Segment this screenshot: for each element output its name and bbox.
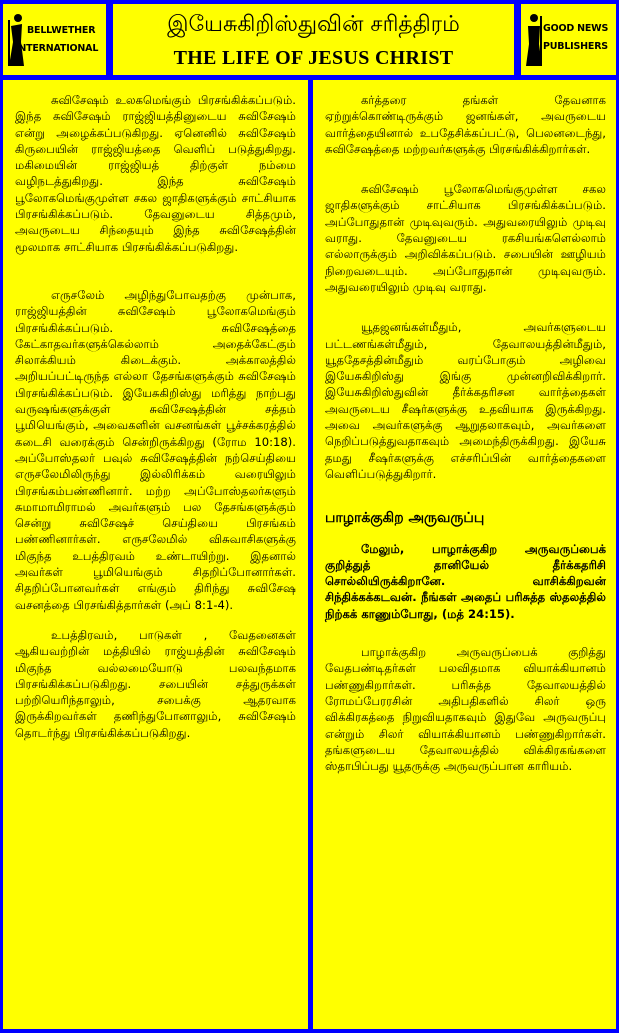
logo-left-line1: BELLWETHER bbox=[27, 25, 96, 36]
left-paragraph-3: உபத்திரவம், பாடுகள் , வேதனைகள் ஆகியவற்றின் மத்தியில் ராஜ்யத்தின் சுவிசேஷம் மிகுந்த வல்லமையோடு பலவந்தமாக பிரசங்கிக்கப்படுகிறது. சபையின் சத்துருக்கள் பற்றியெரிந்தாலும், சபைக்கு ஆதரவாக இருக்கிறவர்கள் தணிந்துபோனாலும், சுவிசேஷம் தொடர்ந்து பிரசங்கிக்கப்படுகிறது. bbox=[15, 627, 296, 740]
left-paragraph-1: சுவிசேஷம் உலகமெங்கும் பிரசங்கிக்கப்படும். இந்த சுவிசேஷம் ராஜ்ஜியத்தினுடைய சுவிசேஷம் என்று அழைக்கப்படுகிறது. ஏனெனில் சுவிசேஷம் கிருபையின் ராஜ்ஜியத்தை வெளிப் படுத்துகிறது. மகிமையின் ராஜ்ஜியத் திற்குள் நம்மை வழிநடத்துகிறது. இந்த சுவிசேஷம் பூலோகமெங்குமுள்ள சகல ஜாதிகளுக்கும் சாட்சியாக பிரசங்கிக்கப்படும். தேவனுடைய சித்தமும், அவருடைய சிந்தையும் இந்த சுவிசேஷத்தின் மூலமாக சாட்சியாக பிரசங்கிக்கப்படுகிறது. bbox=[15, 93, 296, 254]
left-paragraph-2: எருசலேம் அழிந்துபோவதற்கு முன்பாக, ராஜ்ஜியத்தின் சுவிசேஷம் பூலோகமெங்கும் பிரசங்கிக்கப்படும். சுவிசேஷத்தை கேட்காதவர்களுக்கெல்லாம் அதைக்கேட்கும் சிலாக்கியம் கிடைக்கும். அக்காலத்தில் அறியப்பட்டிருந்த எல்லா தேசங்களுக்கும் சுவிசேஷம் பிரசங்கிக்கப்படும். இயேசுகிறிஸ்து மரித்து நாற்பது வருஷங்களுக்குள் சுவிசேஷத்தின் சத்தம் பூமியெங்கும், அவைகளின் வசனங்கள் பூச்சக்கரத்தில் கடைசி வரைக்கும் சென்றிருக்கிறது (ரோம 10:18). அப்போஸ்தலர் பவுல் சுவிசேஷத்தின் நற்செய்தியை எருசலேமிலிருந்து இல்லிரிக்கம் வரையிலும் பிரசங்கம்பண்ணினார். மற்ற அப்போஸ்தலர்களும் சுமாமாமிராமல் அவர்களும் பல தேசங்களுக்கும் சென்று சுவிசேஷச் செய்தியை பிரசங்கம் பண்ணினார்கள். எருசலேமில் விசுவாசிகளுக்கு மிகுந்த உபத்திரவம் உண்டாயிற்று. இதனால் அவர்கள் பூமியெங்கும் சிதறிப்போனார்கள். சிதறிப்போனவர்கள் எங்கும் திரிந்து சுவிசேஷ வசனத்தை பிரசங்கித்தார்கள் (அப் 8:1-4). bbox=[15, 287, 296, 612]
section-heading: பாழாக்குகிற அருவருப்பு bbox=[325, 510, 485, 527]
scripture-quote: மேலும், பாழாக்குகிற அருவருப்பைக் குறித்துத் தானியேல் தீர்க்கதரிசி சொல்லியிருக்கிறானே. வாசிக்கிறவன் சிந்திக்கக்கடவன். நீங்கள் அதைப் பரிசுத்த ஸ்தலத்தில் நிற்கக் காணும்போது, (மத் 24:15). bbox=[325, 541, 606, 621]
publisher-logo-right bbox=[521, 4, 616, 75]
right-paragraph-1: கர்த்தரை தங்கள் தேவனாக ஏற்றுக்கொண்டிருக்கும் ஜனங்கள், அவருடைய வார்த்தையினால் உபதேசிக்கப்பட்டு, பெலனடைந்து, சுவிசேஷத்தை மற்றவர்களுக்கு பிரசங்கிக்கிறார்கள். bbox=[325, 93, 606, 156]
left-column bbox=[3, 80, 308, 1029]
right-paragraph-2: சுவிசேஷம் பூலோகமெங்குமுள்ள சகல ஜாதிகளுக்கும் சாட்சியாக பிரசங்கிக்கப்படும். அப்போதுதான் முடிவுவரும். அதுவரையிலும் முடிவு வராது. தேவனுடைய ரகசியங்களெல்லாம் எல்லாருக்கும் அறிவிக்கப்படும். சபையின் ஊழியம் நிறைவடையும். அப்போதுதான் முடிவுவரும். அதுவரையிலும் முடிவு வராது. bbox=[325, 182, 606, 294]
logo-right-line1: GOOD NEWS bbox=[543, 23, 609, 34]
shepherd-icon bbox=[7, 12, 25, 68]
page-title-english: THE LIFE OF JESUS CHRIST bbox=[173, 47, 454, 69]
publisher-logo-left bbox=[3, 4, 106, 75]
logo-left-line2: INTERNATIONAL bbox=[15, 43, 99, 54]
right-paragraph-4: பாழாக்குகிற அருவருப்பைக் குறித்து வேதபண்டிதர்கள் பலவிதமாக வியாக்கியானம் பண்ணுகிறார்கள். பரிசுத்த தேவாலயத்தில் ரோமப்பேரரசின் அதிபதிகளில் சிலர் ஒரு விக்கிரகத்தை நிறுவியதாகவும் இதுவே அருவருப்பு என்றும் சிலர் வியாக்கியானம் பண்ணுகிறார்கள். தங்களுடைய தேவாலயத்தில் விக்கிரகங்களை ஸ்தாபிப்பது யூதருக்கு அருவருப்பான காரியம். bbox=[325, 645, 606, 774]
right-column bbox=[313, 80, 616, 1029]
logo-right-line2: PUBLISHERS bbox=[543, 41, 608, 52]
right-paragraph-3: யூதஜனங்கள்மீதும், அவர்களுடைய பட்டணங்கள்மீதும், தேவாலயத்தின்மீதும், யூததேசத்தின்மீதும் வரப்போகும் அழிவை இயேசுகிறிஸ்து இங்கு முன்னறிவிக்கிறார். இயேசுகிறிஸ்துவின் தீர்க்கதரிசன வார்த்தைகள் அவருடைய சீஷர்களுக்கு உதவியாக இருக்கிறது. அவை அவர்களுக்கு ஆறுதலாகவும், அவர்களை நெறிப்படுத்துவதாகவும் அமைந்திருக்கிறது. இயேசு தமது சீஷர்களுக்கு எச்சரிப்பின் வார்த்தைகளை வெளிப்படுத்துகிறார். bbox=[325, 320, 606, 481]
page-title-tamil: இயேசுகிறிஸ்துவின் சரித்திரம் bbox=[167, 12, 460, 37]
figure-icon bbox=[525, 12, 543, 68]
title-banner bbox=[113, 4, 514, 75]
